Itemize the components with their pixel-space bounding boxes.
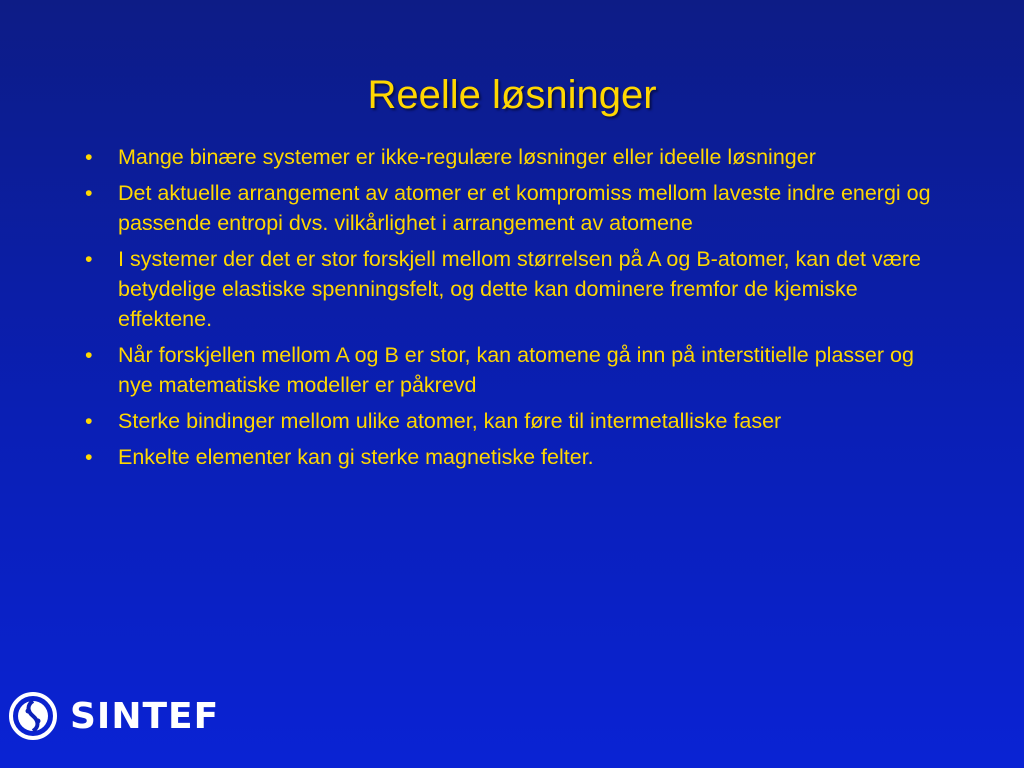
- bullet-item: [80, 340, 950, 400]
- bullet-text: I systemer der det er stor forskjell mellom størrelsen på A og B-atomer, kan det være betydelige elastiske spenningsfelt, og dette kan dominere fremfor de kjemiske effektene.: [118, 247, 921, 331]
- sintef-logo-icon: [8, 691, 58, 741]
- logo-text: SINTEF: [70, 695, 220, 737]
- bullet-list: [80, 142, 950, 478]
- bullet-glyph: •: [85, 343, 93, 367]
- bullet-glyph: •: [85, 181, 93, 205]
- bullet-text: Når forskjellen mellom A og B er stor, kan atomene gå inn på interstitielle plasser og nye matematiske modeller er påkrevd: [118, 343, 914, 397]
- bullet-item: [80, 406, 950, 436]
- bullet-text: Mange binære systemer er ikke-regulære løsninger eller ideelle løsninger: [118, 145, 816, 169]
- bullet-item: [80, 442, 950, 472]
- bullet-text: Enkelte elementer kan gi sterke magnetiske felter.: [118, 445, 594, 469]
- bullet-text: Det aktuelle arrangement av atomer er et kompromiss mellom laveste indre energi og passende entropi dvs. vilkårlighet i arrangement av atomene: [118, 181, 931, 235]
- bullet-text: Sterke bindinger mellom ulike atomer, kan føre til intermetalliske faser: [118, 409, 782, 433]
- bullet-glyph: •: [85, 145, 93, 169]
- bullet-item: [80, 244, 950, 334]
- slide-title: Reelle løsninger: [367, 73, 657, 117]
- bullet-item: [80, 178, 950, 238]
- bullet-glyph: •: [85, 445, 93, 469]
- bullet-glyph: •: [85, 409, 93, 433]
- sintef-logo: [8, 690, 219, 742]
- bullet-glyph: •: [85, 247, 93, 271]
- bullet-item: [80, 142, 950, 172]
